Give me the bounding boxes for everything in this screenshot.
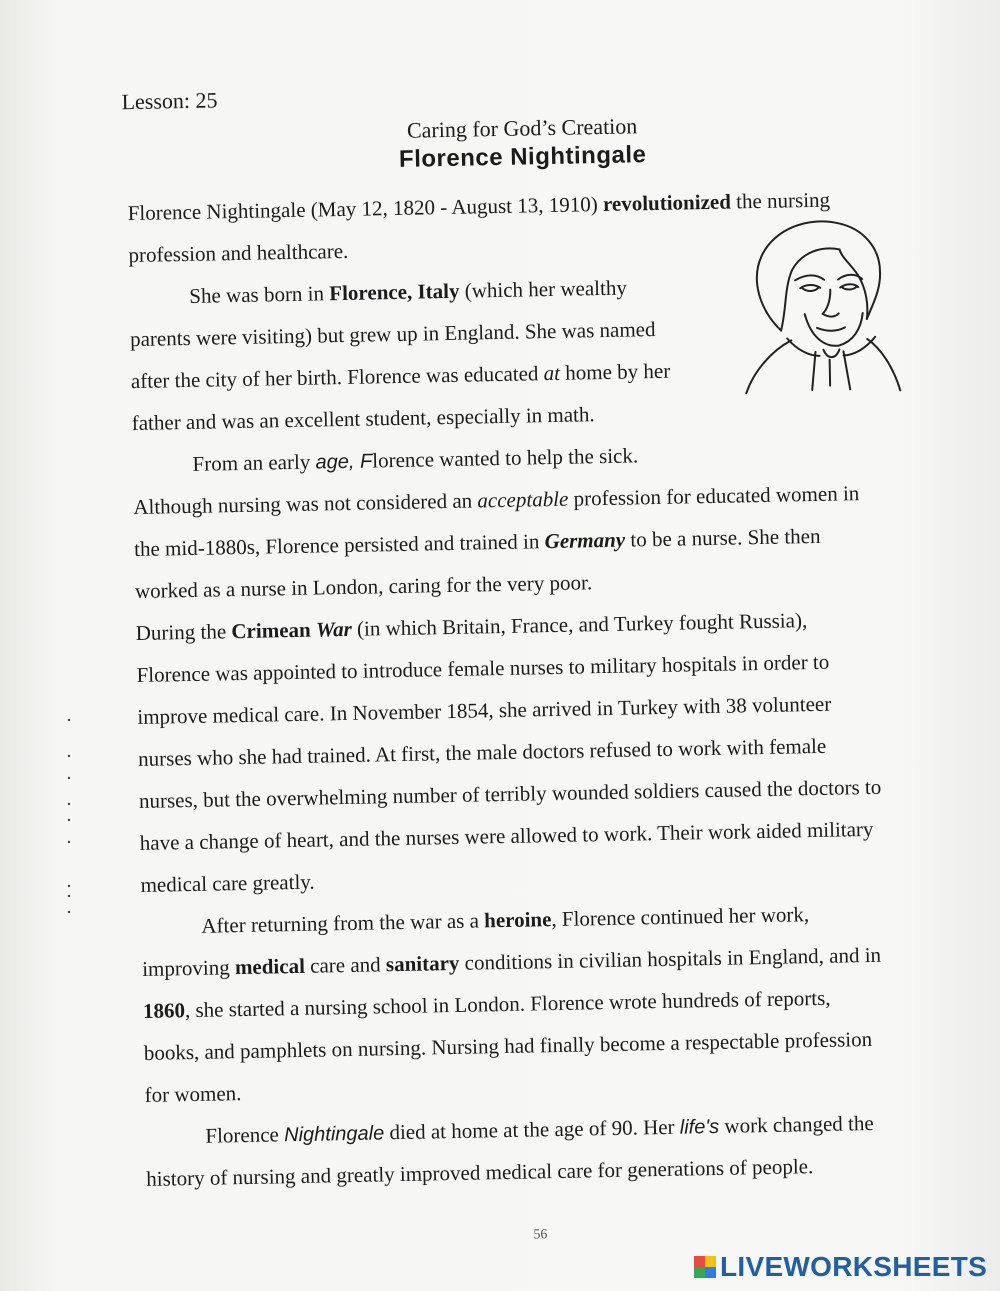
page-subtitle: Caring for God’s Creation — [406, 113, 638, 143]
worksheet-page — [51, 32, 954, 1254]
paragraph-1-line-1: Florence Nightingale (May 12, 1820 - August 13, 1910) revolutionized the nursing — [127, 187, 831, 226]
paragraph-4-line-7: medical care greatly. — [140, 869, 315, 897]
paragraph-2-line-2: parents were visiting) but grew up in England. She was named — [129, 316, 656, 352]
paragraph-6-line-1: Florence Nightingale died at home at the age of 90. Her life's work changed the — [205, 1110, 874, 1148]
paragraph-4-line-1: During the Crimean War (in which Britain, France, and Turkey fought Russia), — [135, 608, 808, 646]
liveworksheets-logo-icon — [694, 1256, 716, 1278]
page-title: Florence Nightingale — [398, 141, 647, 173]
logo-square-3 — [694, 1267, 705, 1278]
paragraph-5-line-3: 1860, she started a nursing school in London. Florence wrote hundreds of reports, — [142, 985, 831, 1023]
paragraph-2-line-1: She was born in Florence, Italy (which her wealthy — [189, 275, 628, 308]
margin-specks — [66, 716, 72, 926]
paragraph-1-line-2: profession and healthcare. — [128, 238, 349, 268]
paragraph-4-line-2: Florence was appointed to introduce female nurses to military hospitals in order to — [136, 649, 830, 688]
paragraph-3-line-2: Although nursing was not considered an acceptable profession for educated women in — [133, 481, 860, 520]
paragraph-4-line-4: nurses who she had trained. At first, the male doctors refused to work with female — [137, 733, 827, 772]
paragraph-5-line-1: After returning from the war as a heroine, Florence continued her work, — [201, 902, 810, 938]
logo-square-2 — [705, 1256, 716, 1267]
paragraph-4-line-6: have a change of heart, and the nurses were allowed to work. Their work aided military — [139, 816, 874, 855]
page-number: 56 — [533, 1227, 548, 1243]
paragraph-3-line-3: the mid-1880s, Florence persisted and trained in Germany to be a nurse. She then — [133, 523, 821, 562]
paragraph-5-line-5: for women. — [144, 1081, 242, 1107]
paragraph-5-line-4: books, and pamphlets on nursing. Nursing had finally become a respectable profession — [143, 1026, 873, 1065]
liveworksheets-brand[interactable] — [694, 1253, 987, 1281]
paragraph-2-line-4: father and was an excellent student, especially in math. — [131, 402, 595, 436]
lesson-label: Lesson: 25 — [121, 87, 218, 115]
brand-text: LIVEWORKSHEETS — [720, 1251, 988, 1282]
paragraph-2-line-3: after the city of her birth. Florence was educated at home by her — [130, 358, 671, 394]
paragraph-3-line-1: From an early age, Florence wanted to help the sick. — [192, 443, 639, 476]
logo-square-4 — [705, 1267, 716, 1278]
paragraph-4-line-5: nurses, but the overwhelming number of terribly wounded soldiers caused the doctors to — [138, 774, 882, 813]
paragraph-5-line-2: improving medical care and sanitary conditions in civilian hospitals in England, and in — [141, 942, 882, 981]
paragraph-6-line-2: history of nursing and greatly improved medical care for generations of people. — [146, 1154, 814, 1191]
paragraph-3-line-4: worked as a nurse in London, caring for the very poor. — [134, 570, 593, 604]
florence-portrait-image — [739, 208, 903, 401]
logo-square-1 — [694, 1256, 705, 1267]
paragraph-4-line-3: improve medical care. In November 1854, she arrived in Turkey with 38 volunteer — [137, 691, 832, 730]
